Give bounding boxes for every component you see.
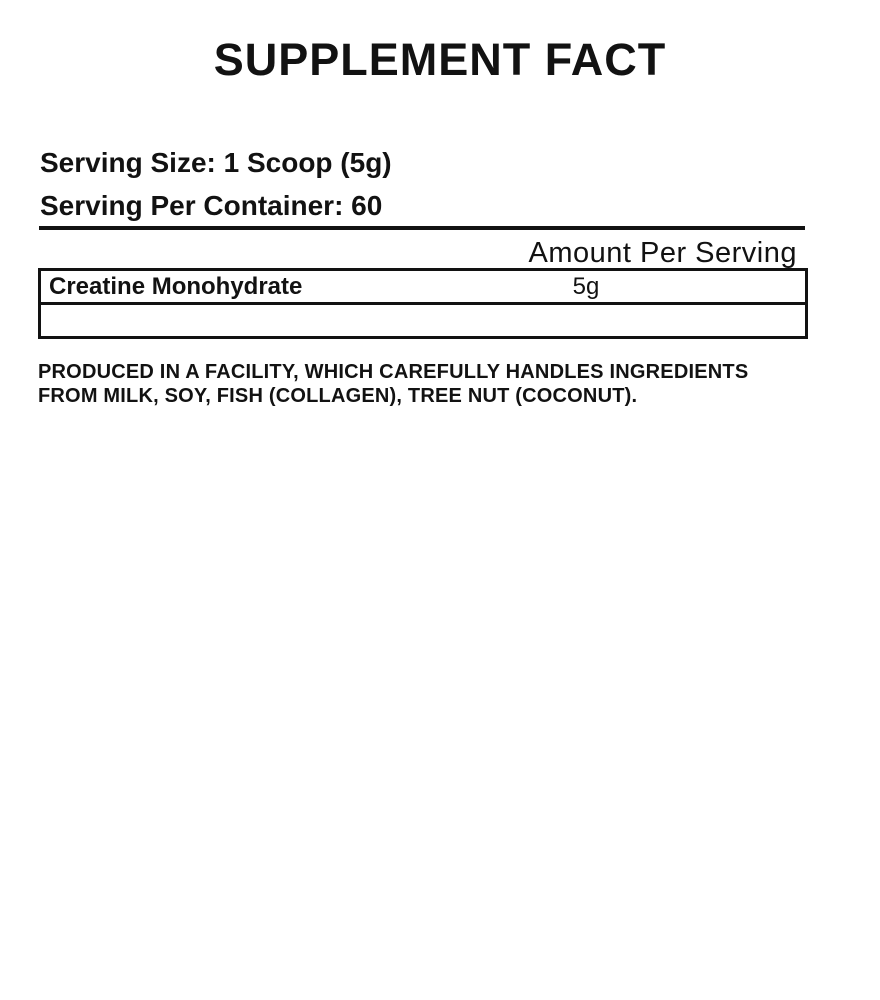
ingredient-amount: 5g xyxy=(572,273,600,300)
table-row xyxy=(41,305,805,336)
allergen-notice-line: PRODUCED IN A FACILITY, WHICH CAREFULLY HANDLES INGREDIENTS xyxy=(38,361,749,383)
allergen-notice xyxy=(38,360,748,408)
divider-rule xyxy=(39,226,805,230)
label-title: SUPPLEMENT FACT xyxy=(213,34,667,85)
servings-per-container-text: Serving Per Container: 60 xyxy=(40,190,383,221)
amount-per-serving-header: Amount Per Serving xyxy=(528,237,797,269)
table-row xyxy=(41,271,805,305)
ingredient-name: Creatine Monohydrate xyxy=(49,273,303,300)
serving-size-text: Serving Size: 1 Scoop (5g) xyxy=(40,147,392,178)
allergen-notice-line: FROM MILK, SOY, FISH (COLLAGEN), TREE NUT (COCONUT). xyxy=(38,385,638,407)
ingredients-table xyxy=(38,268,808,339)
